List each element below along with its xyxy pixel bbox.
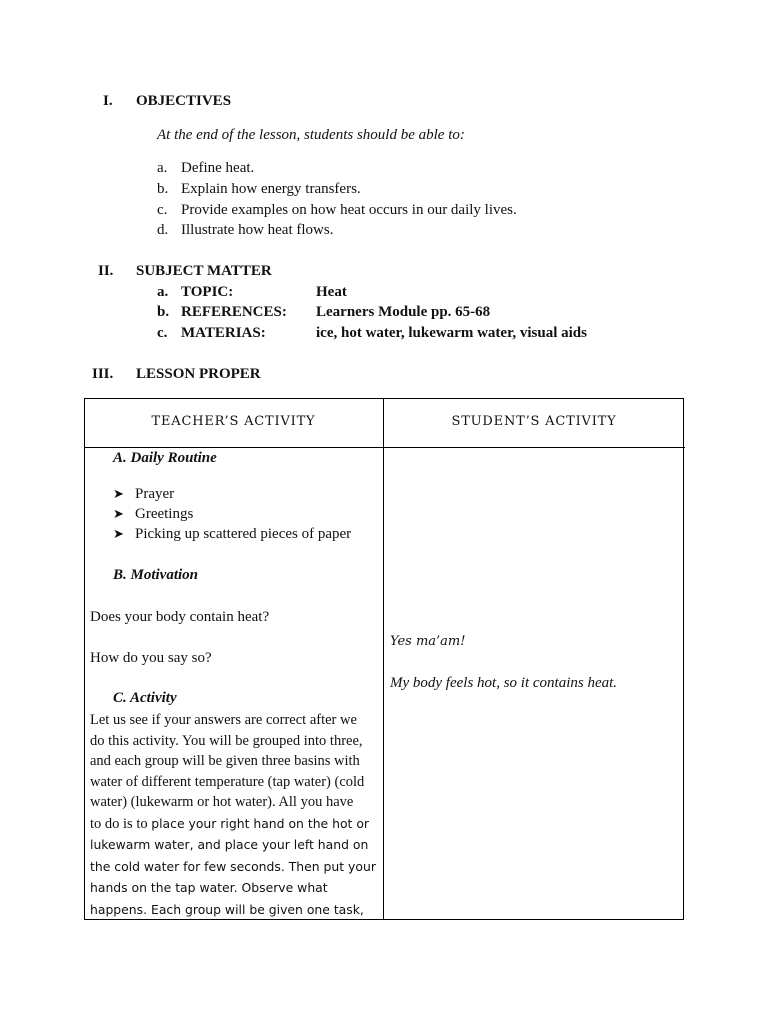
activity-line: and each group will be given three basins with bbox=[90, 753, 360, 769]
objective-item bbox=[157, 160, 254, 177]
student-answer-2: My body feels hot, so it contains heat. bbox=[390, 675, 618, 691]
objective-item bbox=[157, 202, 517, 219]
activity-line: hands on the tap water. Observe what bbox=[90, 880, 328, 895]
activity-line: the cold water for few seconds. Then put your bbox=[90, 858, 376, 874]
activity-heading: C. Activity bbox=[113, 690, 177, 706]
objective-text: Illustrate how heat flows. bbox=[181, 222, 334, 238]
table-column-divider bbox=[383, 398, 384, 920]
objective-letter: a. bbox=[157, 160, 168, 176]
objective-item bbox=[157, 222, 333, 239]
subject-label-references: REFERENCES: bbox=[181, 304, 287, 320]
activity-paragraph bbox=[90, 710, 382, 813]
motivation-heading: B. Motivation bbox=[113, 567, 199, 583]
list-item bbox=[113, 526, 351, 543]
list-item bbox=[113, 506, 193, 523]
bullet-text: Picking up scattered pieces of paper bbox=[135, 526, 352, 542]
subject-value-references: Learners Module pp. 65-68 bbox=[316, 304, 491, 320]
table-header-teacher: TEACHER’S ACTIVITY bbox=[151, 414, 316, 429]
objectives-intro: At the end of the lesson, students should be able to: bbox=[157, 127, 465, 143]
subject-label-topic: TOPIC: bbox=[181, 284, 234, 300]
motivation-question-1: Does your body contain heat? bbox=[90, 609, 270, 625]
section-number-objectives: I. bbox=[103, 93, 113, 109]
subject-letter: c. bbox=[157, 325, 168, 341]
objective-letter: d. bbox=[157, 222, 169, 238]
subject-value-topic: Heat bbox=[316, 284, 347, 300]
table-header-divider bbox=[84, 447, 685, 448]
section-title-subject-matter: SUBJECT MATTER bbox=[136, 263, 272, 279]
objective-letter: b. bbox=[157, 181, 169, 197]
objective-letter: c. bbox=[157, 202, 168, 218]
subject-label-materials: MATERIAS: bbox=[181, 325, 266, 341]
activity-line: happens. Each group will be given one task, bbox=[90, 901, 364, 917]
activity-line: water of different temperature (tap water) (cold bbox=[90, 773, 365, 790]
list-item bbox=[113, 486, 174, 503]
section-title-lesson-proper: LESSON PROPER bbox=[136, 366, 261, 382]
student-answer-1: Yes ma’am! bbox=[390, 634, 466, 649]
objective-item bbox=[157, 181, 361, 198]
objective-text: Define heat. bbox=[181, 160, 255, 176]
activity-line-serif-part: to do is to bbox=[90, 816, 152, 832]
objective-text: Explain how energy transfers. bbox=[181, 181, 361, 197]
activity-line: lukewarm water, and place your left hand on bbox=[90, 837, 369, 852]
subject-letter: a. bbox=[157, 284, 169, 300]
activity-line: water) (lukewarm or hot water). All you have bbox=[90, 794, 354, 810]
daily-routine-heading: A. Daily Routine bbox=[113, 450, 217, 466]
arrow-bullet-icon: ➤ bbox=[113, 506, 124, 521]
subject-letter: b. bbox=[157, 304, 170, 320]
activity-paragraph-sans bbox=[90, 834, 382, 920]
bullet-text: Prayer bbox=[135, 486, 175, 502]
table-header-student: STUDENT’S ACTIVITY bbox=[451, 414, 617, 429]
activity-line: do this activity. You will be grouped into three, bbox=[90, 732, 363, 749]
section-number-lesson-proper: III. bbox=[92, 366, 114, 382]
bullet-text: Greetings bbox=[135, 506, 194, 522]
arrow-bullet-icon: ➤ bbox=[113, 526, 124, 541]
activity-line-sans-part: place your right hand on the hot or bbox=[151, 816, 370, 831]
activity-line-mixed bbox=[90, 815, 382, 833]
section-title-objectives: OBJECTIVES bbox=[136, 93, 232, 109]
motivation-question-2: How do you say so? bbox=[90, 650, 212, 666]
subject-value-materials: ice, hot water, lukewarm water, visual aids bbox=[316, 325, 587, 341]
objective-text: Provide examples on how heat occurs in our daily lives. bbox=[181, 202, 517, 218]
section-number-subject-matter: II. bbox=[98, 263, 114, 279]
activity-line: Let us see if your answers are correct after we bbox=[90, 712, 357, 728]
arrow-bullet-icon: ➤ bbox=[113, 486, 124, 501]
